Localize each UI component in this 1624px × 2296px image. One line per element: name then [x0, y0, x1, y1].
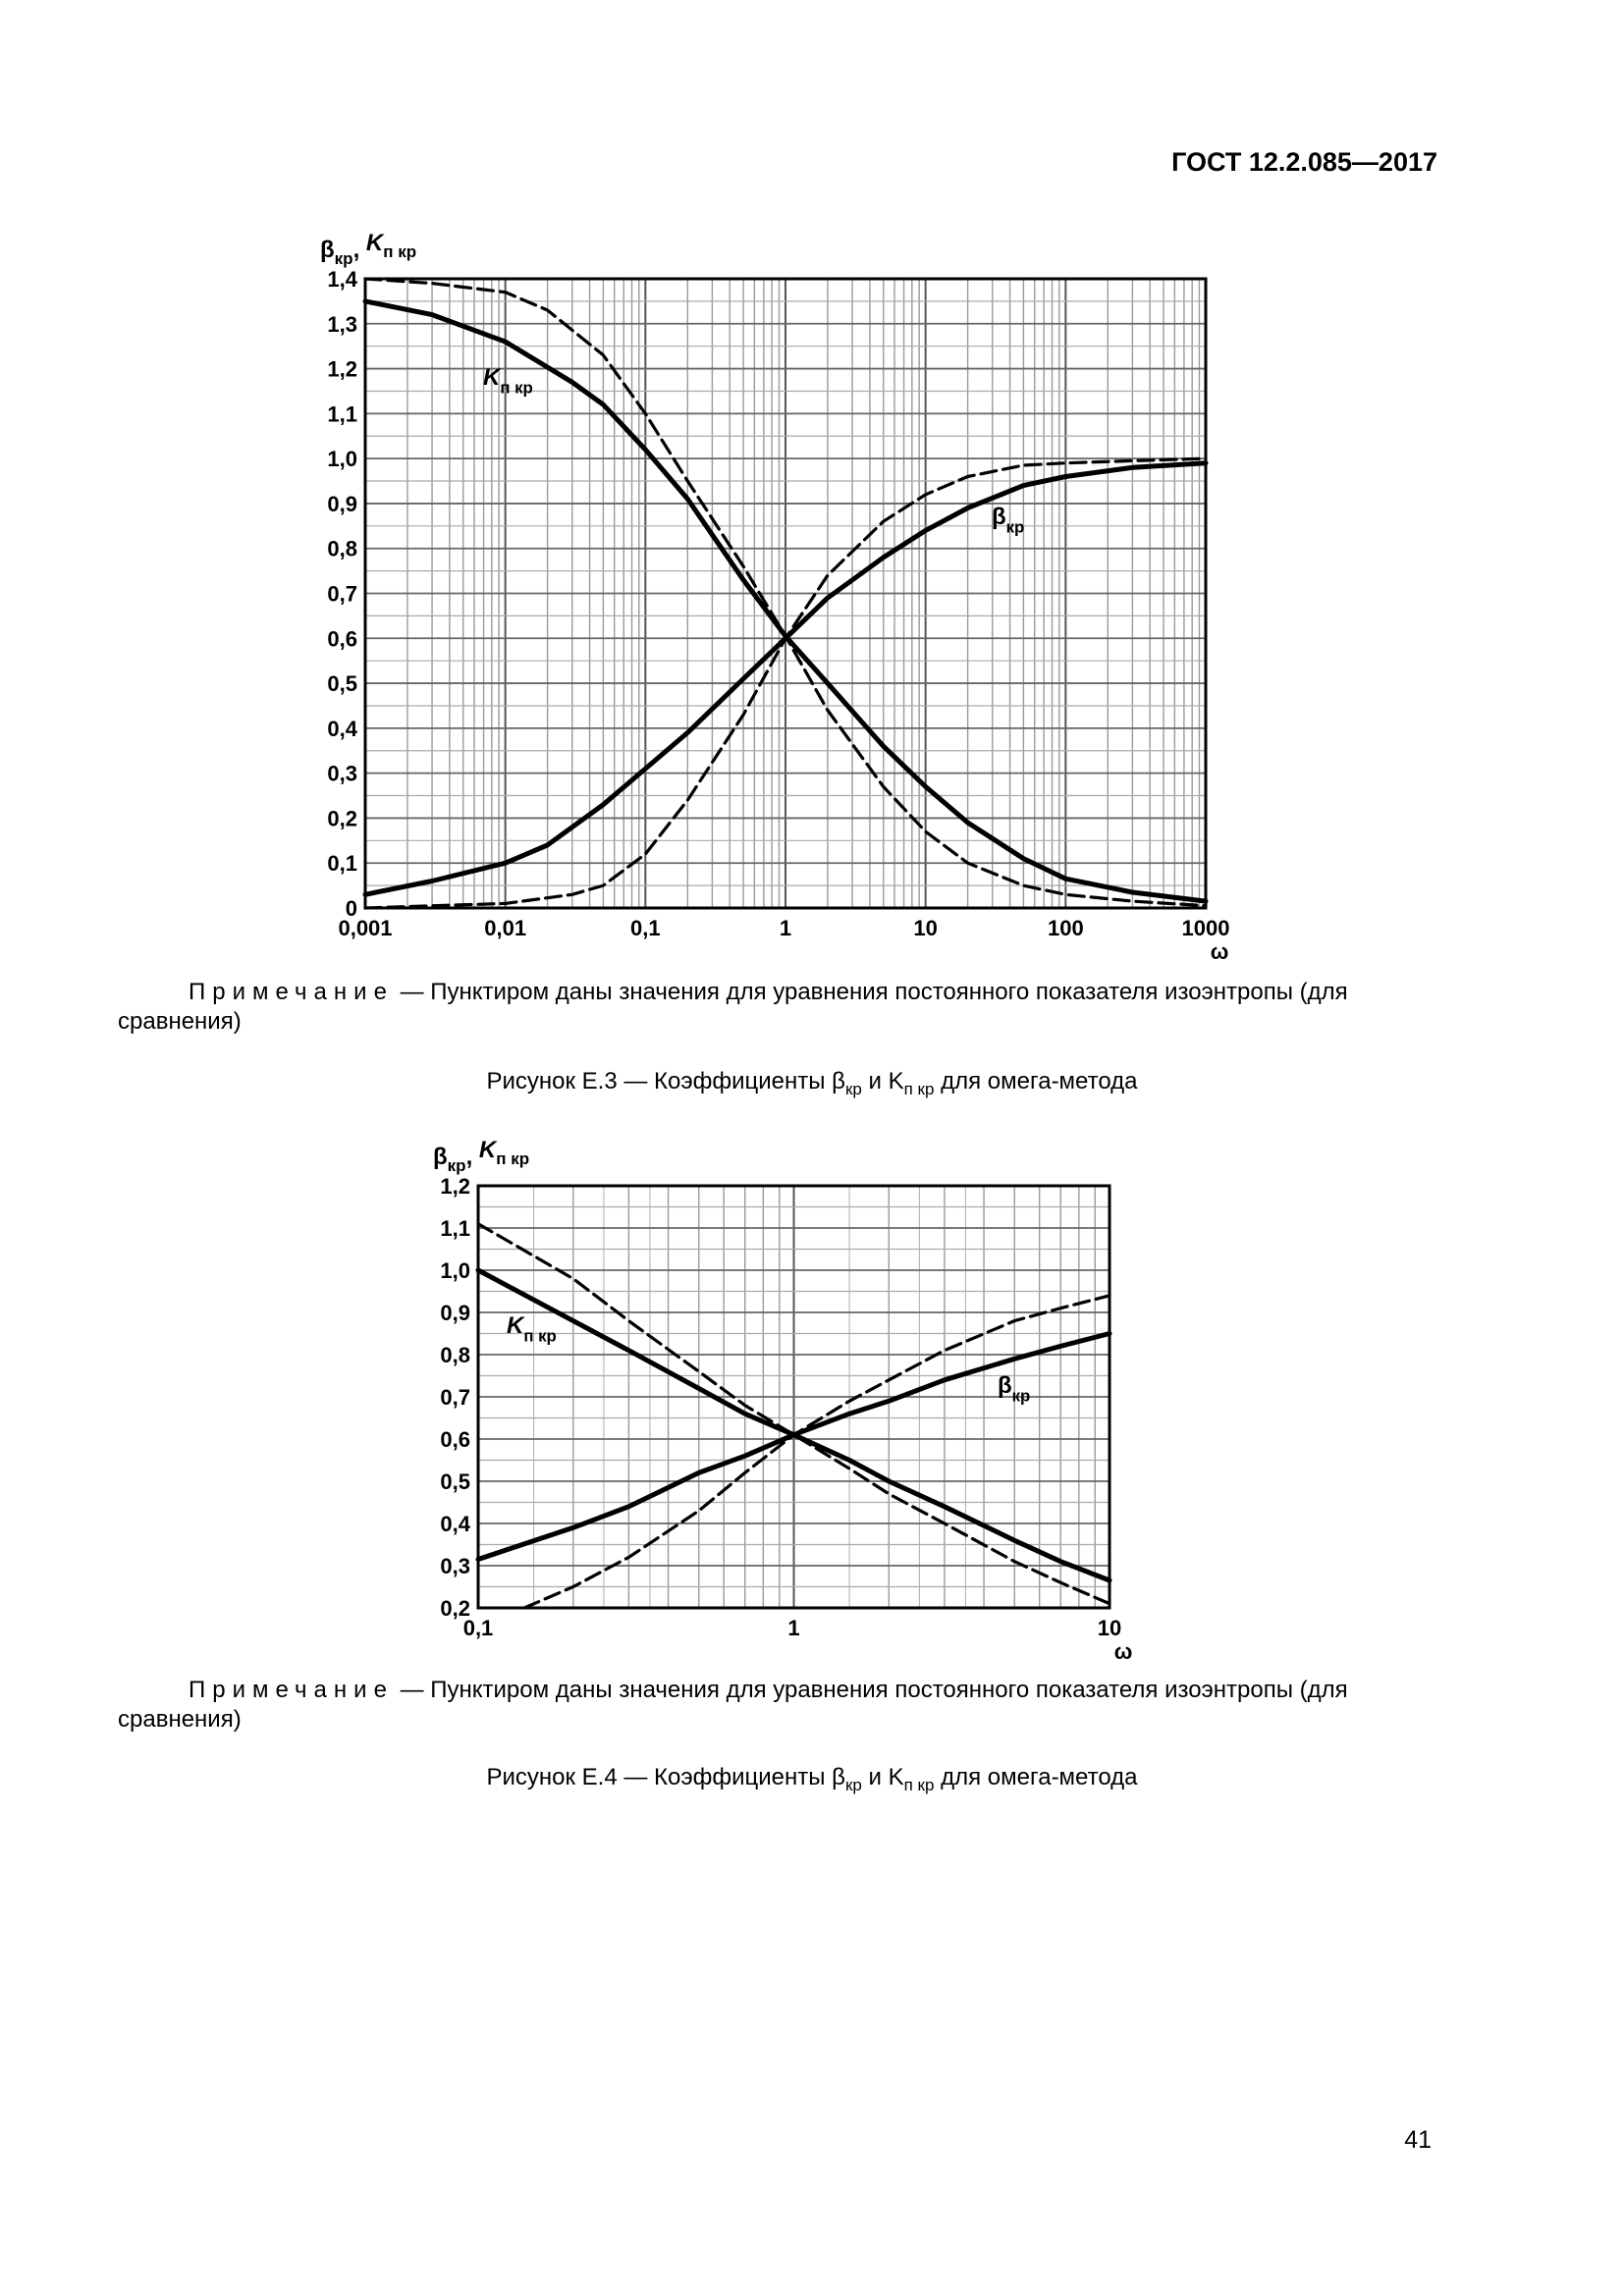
x-tick-label: 0,1 [462, 1616, 494, 1640]
y-axis-label-part: K [365, 230, 384, 256]
y-tick-label: 1,2 [327, 356, 357, 382]
x-axis-label: ω [1210, 939, 1229, 964]
series-label-beta-sub: кр [1005, 517, 1025, 537]
caption-mid: и K [861, 1764, 904, 1790]
x-tick-label: 10 [1097, 1616, 1122, 1640]
y-axis-label-part: , [465, 1144, 479, 1170]
y-tick-label: 0,8 [440, 1343, 470, 1367]
y-tick-label: 0,3 [327, 761, 357, 786]
y-axis-label-part: кр [334, 249, 353, 268]
y-tick-label: 0,5 [440, 1469, 470, 1494]
note-label: Примечание [189, 979, 394, 1005]
series-label-k-sub: п кр [500, 378, 533, 398]
y-tick-label: 0,4 [327, 716, 357, 741]
y-axis-label-part: β [320, 237, 335, 263]
y-axis-label-part: K [478, 1137, 497, 1163]
y-tick-label: 0,9 [327, 491, 357, 516]
document-title: ГОСТ 12.2.085—2017 [1171, 147, 1437, 177]
x-tick-label: 100 [1047, 916, 1084, 940]
caption-mid: и K [861, 1068, 904, 1095]
caption-suffix: для омега-метода [934, 1068, 1138, 1095]
y-tick-label: 0,6 [440, 1427, 470, 1452]
series-label-beta-main: β [992, 504, 1006, 530]
caption-suffix: для омега-метода [934, 1764, 1138, 1790]
x-tick-label: 10 [913, 916, 938, 940]
caption-prefix: Рисунок Е.3 — Коэффициенты β [486, 1068, 845, 1095]
note-label: Примечание [189, 1677, 394, 1703]
y-tick-label: 1,1 [327, 401, 357, 427]
series-label-k-main: K [483, 364, 501, 391]
series-label-k [507, 1312, 557, 1345]
note-text: — Пунктиром даны значения для уравнения постоянного показателя изоэнтропы (для сравнения) [118, 979, 1348, 1035]
y-axis-label-part: кр [447, 1156, 466, 1175]
caption-sub1: кр [844, 1079, 862, 1098]
y-tick-label: 0 [345, 896, 357, 921]
page-number: 41 [1404, 2126, 1432, 2154]
caption-sub1: кр [844, 1775, 862, 1794]
x-tick-label: 0,001 [338, 916, 393, 940]
x-tick-label: 1000 [1181, 916, 1230, 940]
y-tick-label: 0,1 [327, 851, 357, 877]
x-tick-label: 1 [787, 1616, 800, 1640]
x-tick-label: 1 [779, 916, 792, 940]
caption-sub2: п кр [903, 1775, 935, 1794]
y-axis-label [433, 1137, 529, 1175]
x-tick-label: 0,1 [630, 916, 661, 940]
series-label-k-main: K [507, 1312, 524, 1339]
y-tick-label: 1,0 [327, 447, 357, 472]
y-tick-label: 0,6 [327, 626, 357, 652]
caption-figure-e4 [0, 1764, 1624, 1795]
x-axis-label: ω [1113, 1639, 1133, 1664]
y-tick-label: 1,0 [440, 1258, 470, 1283]
y-tick-label: 0,9 [440, 1301, 470, 1325]
y-tick-label: 1,4 [327, 267, 357, 292]
y-axis-label-part: п кр [383, 242, 417, 261]
y-tick-label: 0,4 [440, 1512, 470, 1536]
x-tick-label: 0,01 [484, 916, 527, 940]
y-axis-label-part: , [352, 237, 366, 263]
note-figure-e4 [118, 1676, 1445, 1735]
y-tick-label: 0,8 [327, 536, 357, 561]
y-axis-label-part: β [433, 1144, 448, 1170]
y-tick-label: 0,5 [327, 671, 357, 697]
note-text: — Пунктиром даны значения для уравнения постоянного показателя изоэнтропы (для сравнения) [118, 1677, 1348, 1733]
y-tick-label: 0,7 [440, 1385, 470, 1410]
y-tick-label: 1,2 [440, 1174, 470, 1199]
y-tick-label: 0,7 [327, 581, 357, 607]
y-tick-label: 0,3 [440, 1554, 470, 1578]
series-label-beta-main: β [998, 1372, 1012, 1399]
series-label-beta-sub: кр [1011, 1386, 1031, 1406]
y-tick-label: 0,2 [440, 1596, 470, 1621]
caption-sub2: п кр [903, 1079, 935, 1098]
y-tick-label: 0,2 [327, 806, 357, 831]
y-tick-label: 1,3 [327, 311, 357, 337]
y-axis-label-part: п кр [496, 1149, 530, 1168]
caption-prefix: Рисунок Е.4 — Коэффициенты β [486, 1764, 845, 1790]
y-tick-label: 1,1 [440, 1216, 470, 1241]
series-label-k-sub: п кр [523, 1326, 557, 1346]
